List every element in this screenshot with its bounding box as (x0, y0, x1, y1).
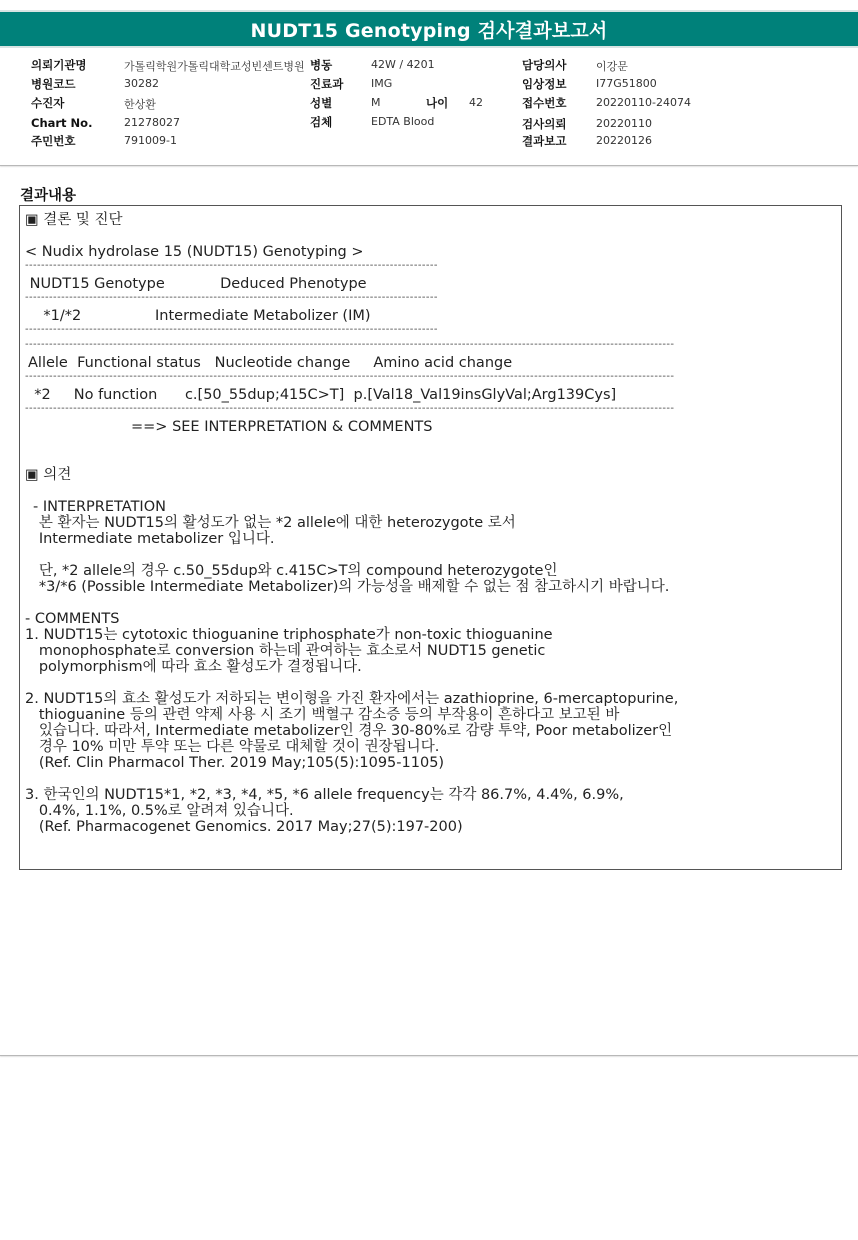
label-department: 진료과 (310, 77, 344, 91)
label-doctor: 담당의사 (522, 58, 567, 72)
comment-line: 3. 한국인의 NUDT15*1, *2, *3, *4, *5, *6 allele frequency는 각각 86.7%, 4.4%, 6.9%, (25, 787, 624, 803)
value-department: IMG (371, 77, 393, 90)
label-resident-no: 주민번호 (31, 134, 76, 148)
comment-line: 0.4%, 1.1%, 0.5%로 알려져 있습니다. (25, 803, 294, 819)
value-accession-no: 20220110-24074 (596, 96, 691, 109)
comments-title: - COMMENTS (25, 611, 120, 627)
label-accession-no: 접수번호 (522, 96, 567, 110)
value-sex: M (371, 96, 381, 109)
dash-rule: ------------------------------------------------------------------------------------------------------------------------------------------------------------------ (25, 403, 675, 414)
page-footer-divider (0, 1055, 858, 1056)
result-box (19, 205, 842, 870)
dash-rule: ------------------------------------------------------------------------------------------------------- (25, 260, 438, 271)
report-title: NUDT15 Genotyping 검사결과보고서 (0, 10, 858, 48)
dash-rule: ------------------------------------------------------------------------------------------------------------------------------------------------------------------ (25, 339, 675, 350)
value-institution: 가톨릭학원가톨릭대학교성빈센트병원 (124, 60, 305, 73)
value-chart-no: 21278027 (124, 116, 180, 129)
interpretation-line: Intermediate metabolizer 입니다. (25, 531, 275, 547)
test-name: < Nudix hydrolase 15 (NUDT15) Genotyping > (25, 244, 364, 260)
value-doctor: 이강문 (596, 60, 628, 73)
interpretation-line: 단, *2 allele의 경우 c.50_55dup와 c.415C>T의 compound heterozygote인 (25, 563, 558, 579)
header-divider (0, 165, 858, 166)
dash-rule: ------------------------------------------------------------------------------------------------------------------------------------------------------------------ (25, 371, 675, 382)
comment-line: (Ref. Pharmacogenet Genomics. 2017 May;27(5):197-200) (25, 819, 463, 835)
interpretation-title: - INTERPRETATION (33, 499, 166, 515)
label-report-date: 결과보고 (522, 134, 567, 148)
interpretation-line: 본 환자는 NUDT15의 활성도가 없는 *2 allele에 대한 heterozygote 로서 (25, 515, 516, 531)
label-patient: 수진자 (31, 96, 65, 110)
comment-line: thioguanine 등의 관련 약제 사용 시 조기 백혈구 감소증 등의 부작용이 흔하다고 보고된 바 (25, 707, 620, 723)
label-institution: 의뢰기관명 (31, 58, 87, 72)
value-patient: 한상환 (124, 98, 156, 111)
genotype-row: *1/*2 Intermediate Metabolizer (IM) (25, 308, 371, 324)
label-request-date: 검사의뢰 (522, 117, 567, 131)
comment-line: (Ref. Clin Pharmacol Ther. 2019 May;105(5):1095-1105) (25, 755, 445, 771)
conclusion-heading: ▣ 결론 및 진단 (25, 212, 123, 228)
value-ward: 42W / 4201 (371, 58, 435, 71)
label-ward: 병동 (310, 58, 333, 72)
value-clinical-info: I77G51800 (596, 77, 657, 90)
dash-rule: ------------------------------------------------------------------------------------------------------- (25, 324, 438, 335)
label-chart-no: Chart No. (31, 116, 93, 130)
opinion-heading: ▣ 의견 (25, 467, 72, 483)
label-age: 나이 (426, 96, 449, 110)
dash-rule: ------------------------------------------------------------------------------------------------------- (25, 292, 438, 303)
comment-line: 경우 10% 미만 투약 또는 다른 약물로 대체할 것이 권장됩니다. (25, 739, 440, 755)
value-resident-no: 791009-1 (124, 134, 177, 147)
label-specimen: 검체 (310, 115, 333, 129)
value-request-date: 20220110 (596, 117, 652, 130)
value-specimen: EDTA Blood (371, 115, 435, 128)
label-hospital-code: 병원코드 (31, 77, 76, 91)
genotype-header: NUDT15 Genotype Deduced Phenotype (25, 276, 367, 292)
value-report-date: 20220126 (596, 134, 652, 147)
comment-line: 2. NUDT15의 효소 활성도가 저하되는 변이형을 가진 환자에서는 azathioprine, 6-mercaptopurine, (25, 691, 679, 707)
value-hospital-code: 30282 (124, 77, 159, 90)
allele-row: *2 No function c.[50_55dup;415C>T] p.[Val18_Val19insGlyVal;Arg139Cys] (25, 387, 617, 403)
label-clinical-info: 임상정보 (522, 77, 567, 91)
section-title: 결과내용 (20, 188, 77, 204)
value-age: 42 (469, 96, 483, 109)
comment-line: 있습니다. 따라서, Intermediate metabolizer인 경우 30-80%로 감량 투약, Poor metabolizer인 (25, 723, 673, 739)
label-sex: 성별 (310, 96, 333, 110)
allele-header: Allele Functional status Nucleotide change Amino acid change (28, 355, 513, 371)
see-note: ==> SEE INTERPRETATION & COMMENTS (25, 419, 433, 435)
comment-line: 1. NUDT15는 cytotoxic thioguanine triphosphate가 non-toxic thioguanine (25, 627, 553, 643)
interpretation-line: *3/*6 (Possible Intermediate Metabolizer)의 가능성을 배제할 수 없는 점 참고하시기 바랍니다. (25, 579, 670, 595)
comment-line: polymorphism에 따라 효소 활성도가 결정됩니다. (25, 659, 362, 675)
comment-line: monophosphate로 conversion 하는데 관여하는 효소로서 NUDT15 genetic (25, 643, 546, 659)
